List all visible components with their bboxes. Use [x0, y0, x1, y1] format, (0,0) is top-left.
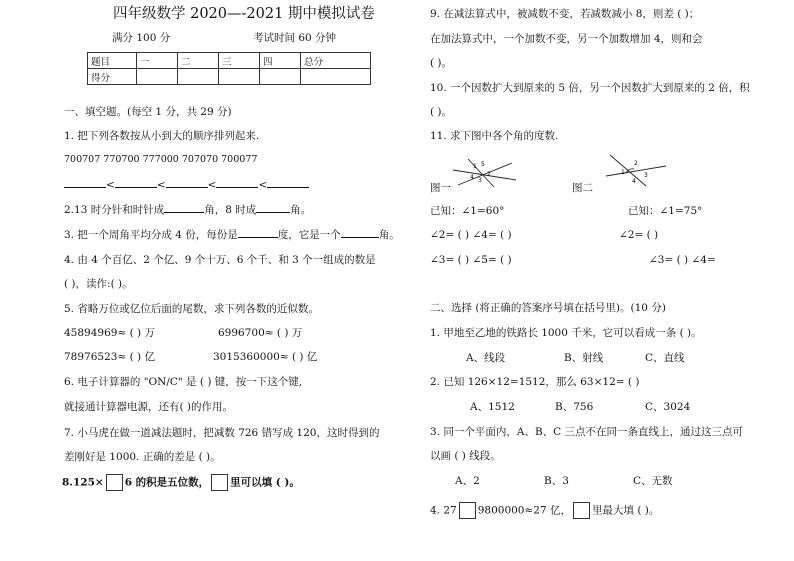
option[interactable]: C、无数	[633, 475, 673, 487]
answer-blank[interactable]	[238, 237, 278, 238]
q8-text: 8.125×	[62, 476, 104, 489]
figure-line	[606, 166, 666, 176]
c4-text: 里最大填 ( )。	[591, 504, 660, 517]
option[interactable]: A、1512	[470, 401, 515, 413]
table-cell: 题目	[88, 53, 137, 69]
q1-numbers: 700707 770700 777000 707070 700077	[64, 154, 258, 165]
score-cell[interactable]	[178, 69, 219, 85]
question-10-cont: ( )。	[430, 106, 453, 118]
q2-text: 角。	[290, 204, 312, 216]
q8-text: 里可以填 ( )。	[230, 476, 300, 489]
q4-answer-line: ( )，读作:( )。	[64, 278, 133, 290]
answer-blank[interactable]	[64, 187, 106, 188]
question-7: 7. 小马虎在做一道减法题时，把减数 726 错写成 120，这时得到的	[64, 427, 380, 439]
figure-1-label: 图一	[430, 182, 451, 194]
question-9-cont: ( )。	[430, 57, 453, 69]
question-4: 4. 由 4 个百亿、2 个亿、9 个十万、6 个千、和 3 个一组成的数是	[64, 254, 376, 266]
digit-box[interactable]	[459, 502, 476, 519]
table-cell: 总分	[301, 53, 371, 69]
angle-figure-1	[450, 153, 518, 189]
q1-answer-line	[64, 180, 309, 191]
choice-question-3: 3. 同一个平面内，A、B、C 三点不在同一条直线上，通过这三点可	[430, 426, 744, 438]
q8-text: 6 的积是五位数，	[124, 476, 210, 489]
figure-line	[453, 170, 516, 180]
q5-item: 3015360000≈ ( ) 亿	[213, 351, 318, 363]
choice-question-1: 1. 甲地至乙地的铁路长 1000 千米，它可以看成一条 ( )。	[430, 327, 702, 339]
option[interactable]: B、3	[544, 475, 569, 487]
q5-item: 45894969≈ ( ) 万	[64, 327, 155, 339]
q5-item: 78976523≈ ( ) 亿	[64, 351, 155, 363]
table-cell: 三	[219, 53, 260, 69]
angle-mark: 3	[644, 172, 648, 179]
figure-line	[458, 163, 512, 185]
c4-text: 9800000≈27 亿，	[477, 504, 571, 517]
choice-question-4	[430, 502, 659, 519]
q5-item: 6996700≈ ( ) 万	[218, 327, 303, 339]
exam-title: 四年级数学 2020—-2021 期中模拟试卷	[113, 6, 375, 22]
q2-text: 2.13 时分针和时针成	[64, 204, 165, 216]
digit-box[interactable]	[211, 474, 228, 491]
answer-blank[interactable]	[115, 187, 157, 188]
question-5: 5. 省略万位或亿位后面的尾数，求下列各数的近似数。	[64, 303, 319, 315]
question-2	[64, 205, 311, 216]
choice-question-3-cont: 以画 ( ) 线段。	[430, 450, 501, 462]
score-cell[interactable]	[260, 69, 301, 85]
question-9-cont: 在加法算式中，一个加数不变，另一个加数增加 4，则和会	[430, 33, 703, 45]
option[interactable]: A、2	[455, 475, 480, 487]
angle-mark: 4	[470, 174, 474, 181]
digit-box[interactable]	[106, 474, 123, 491]
angle-answers: ∠2= ( )	[619, 229, 659, 241]
question-11: 11. 求下图中各个角的度数.	[430, 130, 559, 142]
angle-answers: ∠2= ( ) ∠4= ( )	[430, 229, 512, 241]
answer-blank[interactable]	[164, 212, 204, 213]
table-cell: 得分	[88, 69, 137, 85]
score-table-row	[88, 53, 371, 69]
table-cell: 四	[260, 53, 301, 69]
answer-blank[interactable]	[166, 187, 208, 188]
q3-text: 角。	[378, 229, 400, 241]
less-than-sign: <	[258, 179, 268, 191]
question-8	[62, 474, 300, 491]
question-9: 9. 在减法算式中，被减数不变，若减数减小 8，则差 ( )；	[430, 8, 700, 20]
score-table	[87, 52, 371, 85]
question-1: 1. 把下列各数按从小到大的顺序排列起来.	[64, 130, 260, 142]
angle-answers: ∠3= ( ) ∠5= ( )	[430, 254, 512, 266]
answer-blank[interactable]	[216, 187, 258, 188]
exam-time: 考试时间 60 分钟	[253, 32, 337, 44]
score-cell[interactable]	[301, 69, 371, 85]
angle-answers: ∠3= ( ) ∠4=	[649, 254, 716, 266]
given-angle-1: 已知：∠1=60°	[430, 205, 505, 217]
given-angle-2: 已知：∠1=75°	[628, 205, 703, 217]
q3-text: 度，它是一个	[277, 229, 341, 241]
score-table-row	[88, 69, 371, 85]
score-cell[interactable]	[137, 69, 178, 85]
q3-text: 3. 把一个周角平均分成 4 份，每份是	[64, 229, 238, 241]
score-cell[interactable]	[219, 69, 260, 85]
question-6-cont: 就接通计算器电源，还有( )的作用。	[64, 401, 234, 413]
full-marks: 满分 100 分	[112, 32, 171, 44]
option[interactable]: B、756	[555, 401, 594, 413]
angle-mark: 1	[473, 163, 477, 170]
answer-blank[interactable]	[341, 237, 379, 238]
q2-text: 角，8 时成	[204, 204, 257, 216]
question-7-cont: 差刚好是 1000. 正确的差是 ( )。	[64, 451, 221, 463]
angle-figure-2	[598, 150, 670, 190]
choice-question-2: 2. 已知 126×12=1512，那么 63×12= ( )	[430, 376, 640, 388]
option[interactable]: C、3024	[645, 401, 691, 413]
answer-blank[interactable]	[267, 187, 309, 188]
answer-blank[interactable]	[256, 212, 290, 213]
less-than-sign: <	[106, 179, 115, 191]
option[interactable]: C、直线	[645, 352, 685, 364]
digit-box[interactable]	[573, 502, 590, 519]
angle-mark: 5	[481, 161, 485, 168]
option[interactable]: A、线段	[466, 352, 506, 364]
angle-mark: 4	[632, 178, 636, 185]
less-than-sign: <	[207, 179, 217, 191]
question-3	[64, 230, 400, 241]
angle-mark: 3	[478, 177, 482, 184]
table-cell: 二	[178, 53, 219, 69]
table-cell: 一	[137, 53, 178, 69]
angle-mark: 1	[621, 169, 625, 176]
figure-2-label: 图二	[572, 182, 593, 194]
option[interactable]: B、射线	[564, 352, 604, 364]
angle-mark: 2	[487, 171, 491, 178]
section-2-heading: 二、选择 (将正确的答案序号填在括号里)。(10 分)	[430, 302, 666, 314]
angle-mark: 2	[634, 160, 638, 167]
section-1-heading: 一、填空题。(每空 1 分，共 29 分)	[64, 106, 232, 118]
c4-text: 4. 27	[430, 504, 457, 517]
less-than-sign: <	[156, 179, 166, 191]
question-6: 6. 电子计算器的 "ON/C" 是 ( ) 键，按一下这个键,	[64, 376, 303, 388]
question-10: 10. 一个因数扩大到原来的 5 倍，另一个因数扩大到原来的 2 倍，积	[430, 82, 750, 94]
